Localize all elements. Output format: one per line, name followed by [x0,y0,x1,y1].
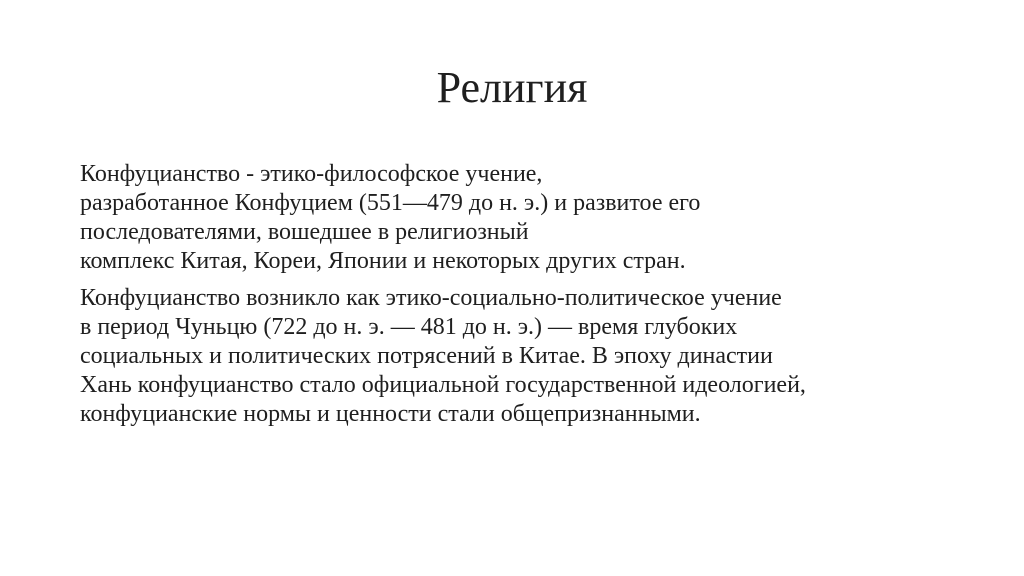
text-line: конфуцианские нормы и ценности стали общепризнанными. [80,401,701,427]
slide-title: Религия [436,63,588,112]
paragraph-history [80,284,990,429]
text-line: Конфуцианство - этико-философское учение, [80,161,543,187]
text-line: комплекс Китая, Кореи, Японии и некоторых других стран. [80,248,686,274]
text-line: Конфуцианство возникло как этико-социально-политическое учение [80,285,782,311]
text-line: Хань конфуцианство стало официальной государственной идеологией, [80,372,806,398]
text-line: разработанное Конфуцием (551—479 до н. э.) и развитое его [80,190,701,216]
text-line: социальных и политических потрясений в Китае. В эпоху династии [80,343,773,369]
paragraph-definition [80,160,990,276]
text-line: последователями, вошедшее в религиозный [80,219,529,245]
slide-body [80,160,990,437]
text-line: в период Чуньцю (722 до н. э. — 481 до н. э.) — время глубоких [80,314,738,340]
